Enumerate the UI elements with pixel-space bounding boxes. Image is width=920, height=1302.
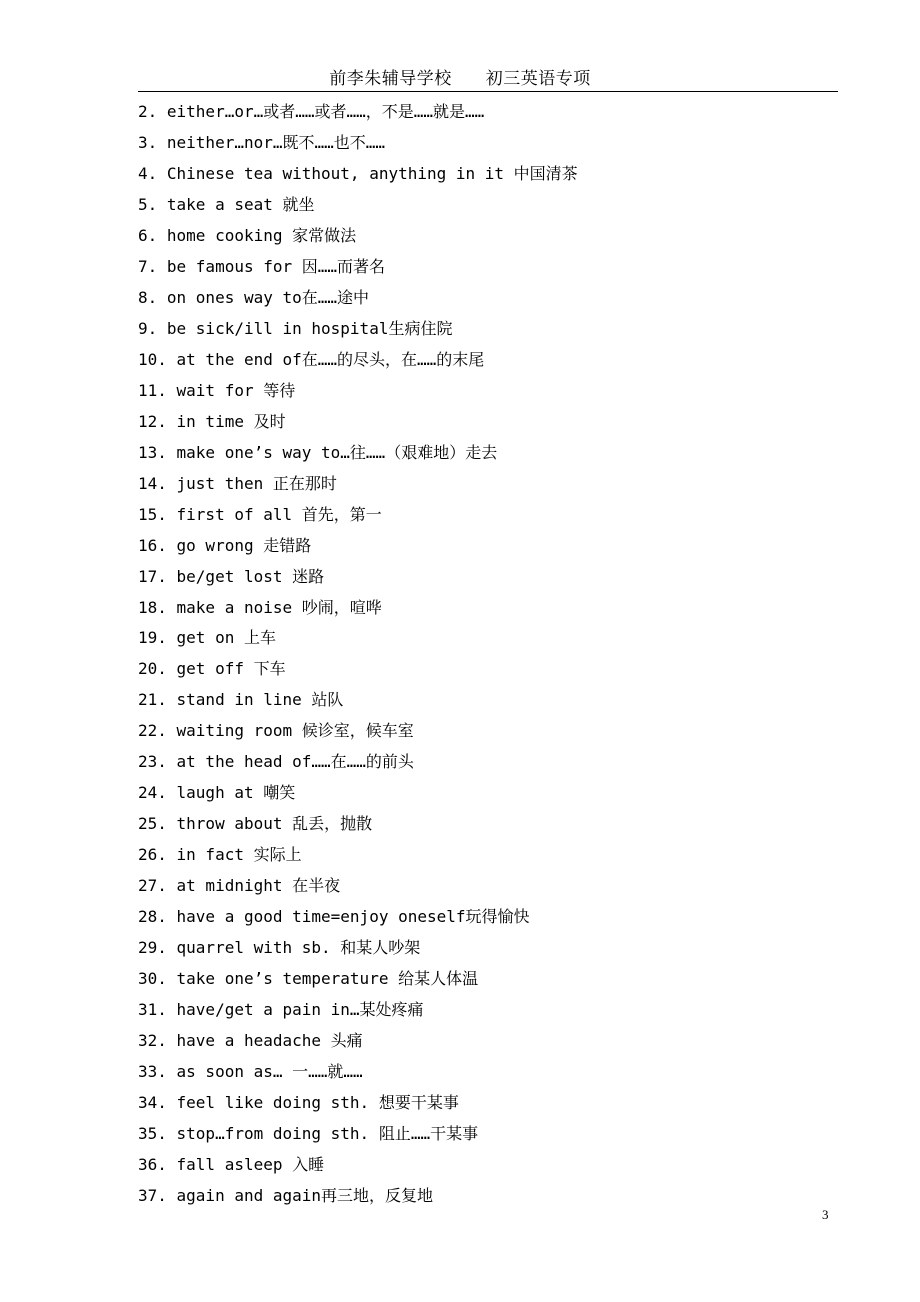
list-item: 16. go wrong 走错路 [138,535,312,555]
list-item: 2. either…or…或者……或者……，不是……就是…… [138,102,485,121]
list-item: 13. make one’s way to…往……（艰难地）走去 [138,442,498,462]
list-item: 28. have a good time=enjoy oneself玩得愉快 [138,907,530,927]
list-item: 30. take one’s temperature 给某人体温 [138,969,479,989]
list-item: 17. be/get lost 迷路 [138,566,325,586]
list-item: 4. Chinese tea without, anything in it 中国清茶 [138,163,578,183]
list-item: 37. again and again再三地，反复地 [138,1185,434,1205]
page-number: 3 [822,1207,829,1222]
list-item: 29. quarrel with sb. 和某人吵架 [138,938,421,958]
list-item: 25. throw about 乱丢，抛散 [138,814,373,834]
list-item: 3. neither…nor…既不……也不…… [138,132,386,152]
list-item: 9. be sick/ill in hospital生病住院 [138,318,453,338]
list-item: 11. wait for 等待 [138,380,296,400]
list-item: 5. take a seat 就坐 [138,194,315,214]
phrase-list [138,97,838,1212]
list-item: 7. be famous for 因……而著名 [138,256,386,276]
list-item: 27. at midnight 在半夜 [138,876,341,896]
subject-title: 初三英语专项 [485,69,591,89]
list-item: 8. on ones way to在……途中 [138,287,370,307]
list-item: 12. in time 及时 [138,411,286,431]
list-item: 18. make a noise 吵闹，喧哗 [138,597,382,617]
list-item: 10. at the end of在……的尽头，在……的末尾 [138,349,485,369]
list-item: 20. get off 下车 [138,659,286,679]
list-item: 26. in fact 实际上 [138,845,302,865]
list-item: 6. home cooking 家常做法 [138,225,357,245]
header-rule [138,91,838,92]
list-item: 32. have a headache 头痛 [138,1031,363,1051]
list-item: 35. stop…from doing sth. 阻止……干某事 [138,1123,479,1143]
school-name: 前李朱辅导学校 [329,69,452,89]
list-item: 33. as soon as… 一……就…… [138,1062,363,1082]
page-header [0,64,920,89]
list-item: 19. get on 上车 [138,628,276,648]
list-item: 24. laugh at 嘲笑 [138,783,296,803]
list-item: 22. waiting room 候诊室，候车室 [138,721,414,741]
list-item: 36. fall asleep 入睡 [138,1154,325,1174]
list-item: 23. at the head of……在……的前头 [138,752,414,772]
list-item: 14. just then 正在那时 [138,473,337,493]
list-item: 34. feel like doing sth. 想要干某事 [138,1093,459,1112]
list-item: 31. have/get a pain in…某处疼痛 [138,1000,424,1020]
list-item: 15. first of all 首先，第一 [138,504,382,524]
list-item: 21. stand in line 站队 [138,690,344,710]
